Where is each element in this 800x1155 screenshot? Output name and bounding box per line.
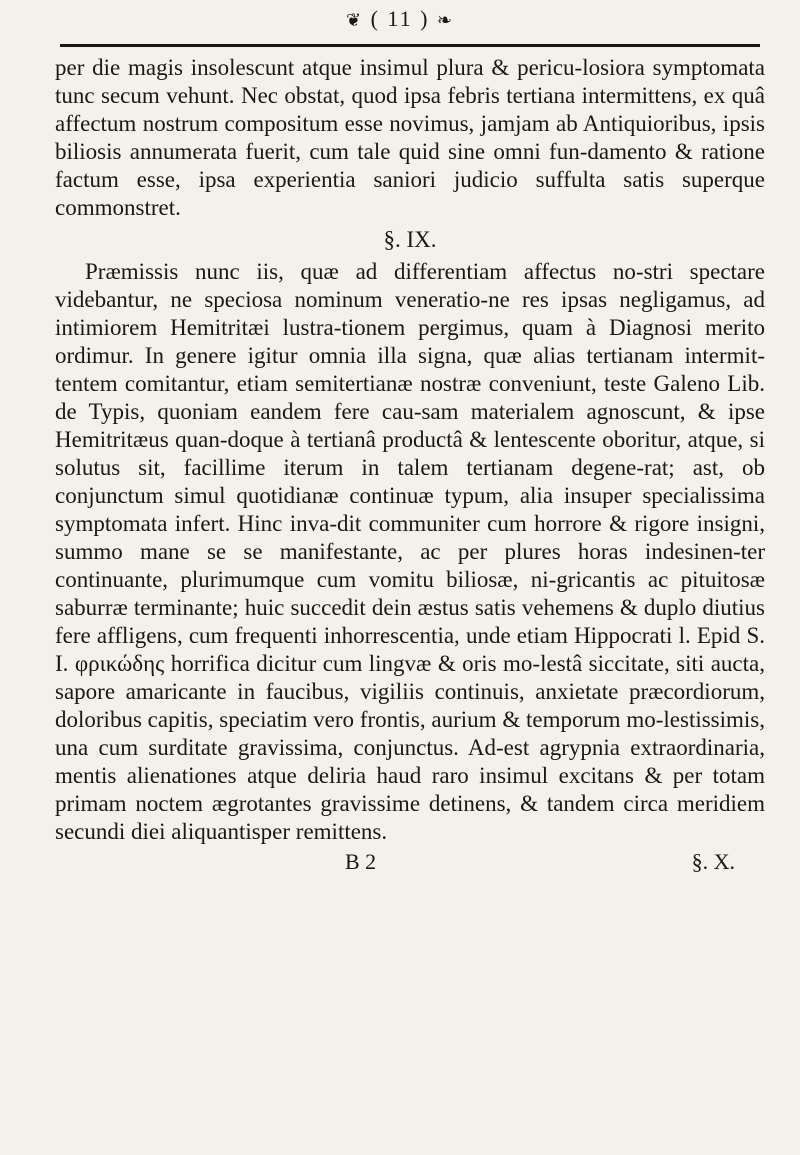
right-ornament-icon: ❧ [436, 10, 455, 30]
signature-mark: B 2 [345, 849, 377, 874]
left-ornament-icon: ❦ [345, 10, 364, 30]
paragraph-1: per die magis insolescunt atque insimul plura & pericu-losiora symptomata tunc secum vehunt. Nec obstat, quod ipsa febris tertiana intermittens, ex quâ affectum nostrum compositum esse novimus, jamjam ab Antiquioribus, ipsis biliosis annumerata fuerit, cum tale quid sine omni fun-damento & ratione factum esse, ipsa experientia saniori judicio suffulta satis superque commonstret. [55, 55, 765, 220]
section-heading: §. IX. [383, 227, 437, 252]
body-text [55, 54, 765, 876]
catchword: §. X. [691, 849, 735, 874]
header-rule [60, 44, 760, 47]
paragraph-2: Præmissis nunc iis, quæ ad differentiam affectus no-stri spectare videbantur, ne speciosa nominum veneratio-ne res ipsas negligamus, ad intimiorem Hemitritæi lustra-tionem pergimus, quam à Diagnosi merito ordimur. In genere igitur omnia illa signa, quæ alias tertianam intermit-tentem comitantur, etiam semitertianæ nostræ conveniunt, teste Galeno Lib. de Typis, quoniam eandem fere cau-sam materialem agnoscunt, & ipse Hemitritæus quan-doque à tertianâ productâ & lentescente oboritur, atque, si solutus sit, facillime iterum in talem tertianam degene-rat; ast, ob conjunctum simul quotidianæ continuæ typum, alia insuper specialissima symptomata infert. Hinc inva-dit communiter cum horrore & rigore insigni, summo mane se se manifestante, ac per plures horas indesinen-ter continuante, plurimumque cum vomitu biliosæ, ni-gricantis ac pituitosæ saburræ terminante; huic succedit dein æstus satis vehemens & duplo diutius fere affligens, cum frequenti inhorrescentia, unde etiam Hippocrati l. Epid S. I. φρικώδης horrifica dicitur cum lingvæ & oris mo-lestâ siccitate, siti aucta, sapore amaricante in faucibus, vigiliis continuis, anxietate præcordiorum, doloribus capitis, speciatim vero frontis, aurium & temporum mo-lestissimis, una cum surditate gravissima, conjunctus. Ad-est agrypnia extraordinaria, mentis alienationes atque deliria haud raro insimul excitans & per totam primam noctem ægrotantes gravissime detinens, & tandem circa meridiem secundi diei aliquantisper remittens. [55, 259, 765, 844]
page-footer [345, 848, 735, 876]
page-number: ( 11 ) [370, 6, 430, 31]
page-header [0, 6, 800, 32]
